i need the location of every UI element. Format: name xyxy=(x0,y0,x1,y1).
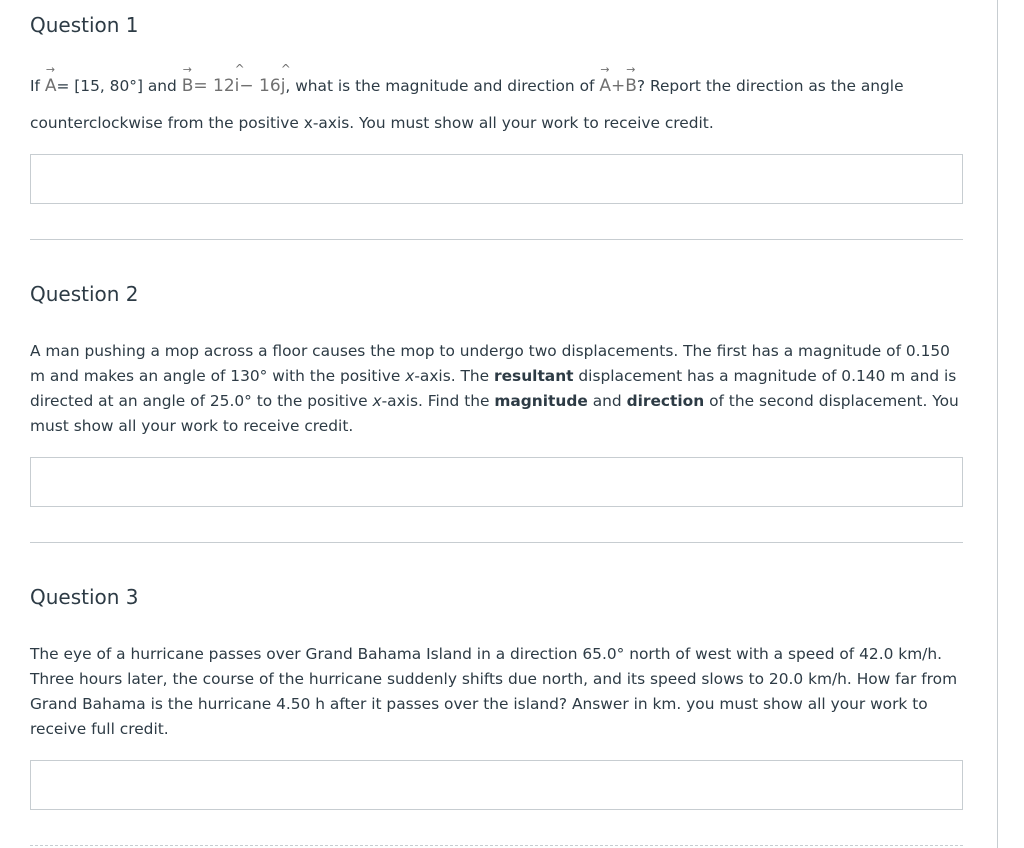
question-1-answer-box[interactable] xyxy=(30,154,963,204)
unit-vector-j: ^ j xyxy=(280,62,291,96)
question-1-text: If → A= [15, 80°] and → B= 12 ^ i− 16 ^ j, what is the magnitude and direction of → A+ → B? Report the direction as the angle xyxy=(30,74,963,99)
vector-b-sum: → B xyxy=(625,63,637,96)
right-border xyxy=(997,0,998,848)
question-3-text: The eye of a hurricane passes over Grand Bahama Island in a direction 65.0° north of west with a speed of 42.0 km/h. Three hours later, the course of the hurricane suddenly shifts due north, and its speed slows to 20.0 km/h. How far from Grand Bahama is the hurricane 4.50 h after it passes over the island? Answer in km. you must show all your work to receive full credit. xyxy=(30,645,958,738)
vector-a-sum: → A xyxy=(599,63,611,96)
question-2-text: A man pushing a mop across a floor causes the mop to undergo two displacements. The first has a magnitude of 0.150 m and makes an angle of 130° with the positive x-axis. The resultant displacement has a magnitude of 0.140 m and is directed at an angle of 25.0° to the positive x-axis. Find the magnitude and direction of the second displacement. You must show all your work to receive credit. xyxy=(30,342,959,435)
vector-a: → A xyxy=(44,63,57,96)
vector-arrow-icon: → xyxy=(600,63,610,76)
vector-arrow-icon: → xyxy=(182,63,192,76)
question-3-answer-box[interactable] xyxy=(30,760,963,810)
question-divider xyxy=(30,239,963,240)
question-1-title: Question 1 xyxy=(30,13,139,37)
vector-arrow-icon: → xyxy=(45,63,56,76)
vector-arrow-icon: → xyxy=(626,63,636,76)
hat-icon: ^ xyxy=(280,62,291,76)
question-1-text-line2: counterclockwise from the positive x-axis. You must show all your work to receive credit. xyxy=(30,114,714,132)
vector-b: → B xyxy=(181,63,194,96)
question-3-title: Question 3 xyxy=(30,585,139,609)
question-divider xyxy=(30,845,963,846)
question-divider xyxy=(30,542,963,543)
hat-icon: ^ xyxy=(234,62,245,76)
unit-vector-i: ^ i xyxy=(234,62,245,96)
question-2-title: Question 2 xyxy=(30,282,139,306)
question-2-answer-box[interactable] xyxy=(30,457,963,507)
